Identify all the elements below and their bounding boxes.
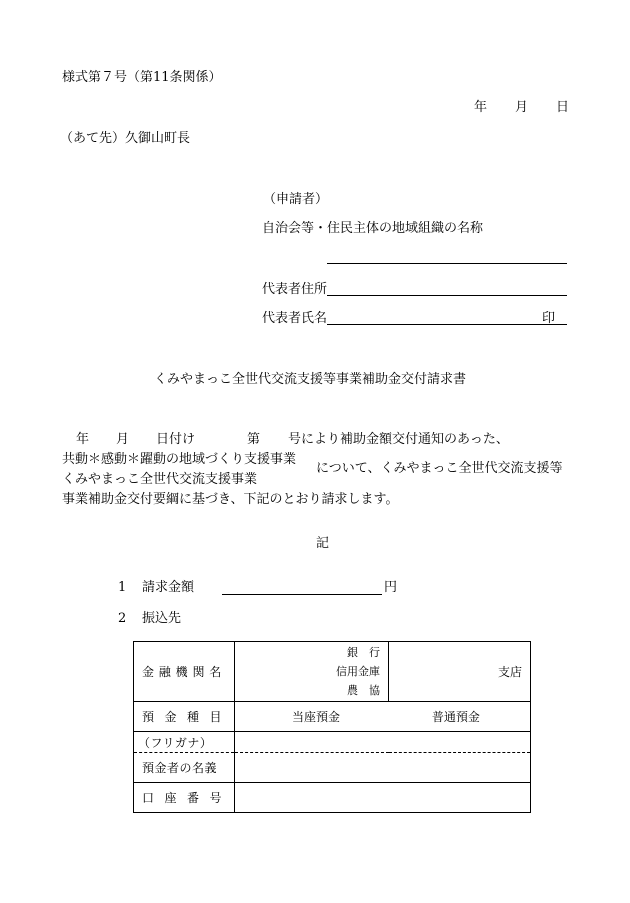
rep-name-line[interactable] xyxy=(327,324,567,325)
body-line2-rest: について、くみやまっこ全世代交流支援等 xyxy=(316,461,563,476)
yen-unit: 円 xyxy=(384,580,398,595)
furigana-field[interactable] xyxy=(235,732,531,753)
shinkin-option: 信用金庫 xyxy=(336,665,380,678)
rep-address-label: 代表者住所 xyxy=(262,282,328,297)
deposit-type-row xyxy=(134,702,531,732)
deposit-type-label: 預 金 種 目 xyxy=(134,702,235,732)
item1-label: 請求金額 xyxy=(142,580,195,595)
account-row xyxy=(134,783,531,813)
body-line3: 事業補助金交付要綱に基づき、下記のとおり請求します。 xyxy=(62,492,399,507)
bank-transfer-table xyxy=(133,641,531,813)
item1-number: 1 xyxy=(118,580,127,595)
holder-row xyxy=(134,753,531,783)
program-option-b: くみやまっこ全世代交流支援事業 xyxy=(62,472,258,487)
org-name-label: 自治会等・住民主体の地域組織の名称 xyxy=(262,221,484,236)
nokyo-option: 農 協 xyxy=(347,684,380,697)
body-line1-rest: 号により補助金額交付通知のあった、 xyxy=(288,432,509,447)
furigana-row xyxy=(134,732,531,753)
bank-option: 銀 行 xyxy=(347,646,380,659)
amount-line[interactable] xyxy=(222,594,382,595)
account-label: 口 座 番 号 xyxy=(134,783,235,813)
branch-label: 支店 xyxy=(497,665,522,679)
addressee: （あて先）久御山町長 xyxy=(60,131,191,146)
date-year-label: 年 xyxy=(474,100,488,115)
ki-mark: 記 xyxy=(316,536,330,551)
holder-field[interactable] xyxy=(235,753,531,783)
date-month-label: 月 xyxy=(515,100,529,115)
branch-cell[interactable] xyxy=(389,642,531,702)
org-name-line[interactable] xyxy=(327,263,567,264)
body-month: 月 xyxy=(116,432,130,447)
item2-label: 振込先 xyxy=(142,611,182,626)
body-dai: 第 xyxy=(247,432,261,447)
form-number: 様式第７号（第11条関係） xyxy=(62,70,222,85)
holder-label: 預金者の名義 xyxy=(134,753,235,783)
ordinary-deposit-option[interactable]: 普通預金 xyxy=(431,710,480,724)
rep-address-line[interactable] xyxy=(327,295,567,296)
body-dated: 日付け xyxy=(156,432,196,447)
date-day-label: 日 xyxy=(556,100,570,115)
institution-type-cell[interactable] xyxy=(235,642,389,702)
document-title: くみやまっこ全世代交流支援等事業補助金交付請求書 xyxy=(154,372,467,387)
account-field[interactable] xyxy=(235,783,531,813)
institution-row xyxy=(134,642,531,702)
program-option-a: 共動＊感動＊躍動の地域づくり支援事業 xyxy=(62,452,297,467)
body-year: 年 xyxy=(76,432,90,447)
rep-name-label: 代表者氏名 xyxy=(262,311,328,326)
current-deposit-option[interactable]: 当座預金 xyxy=(292,710,341,724)
applicant-heading: （申請者） xyxy=(263,192,329,207)
seal-mark: 印 xyxy=(542,311,556,326)
institution-label: 金 融 機 関 名 xyxy=(134,642,235,702)
item2-number: 2 xyxy=(118,611,127,626)
deposit-type-options[interactable] xyxy=(235,702,531,732)
furigana-label: （フリガナ） xyxy=(134,732,235,753)
